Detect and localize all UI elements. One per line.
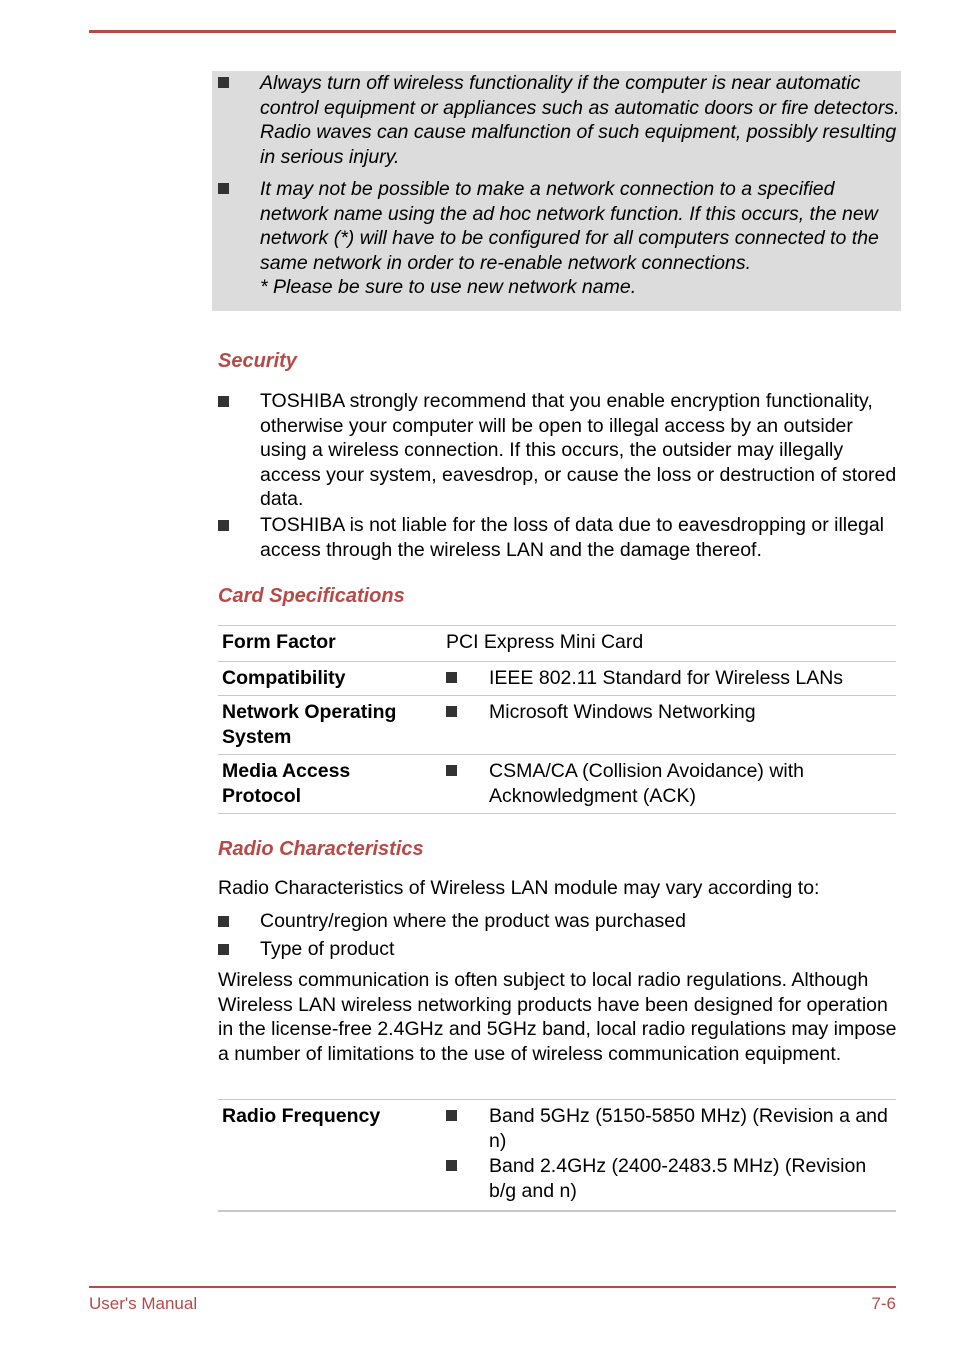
bullet-icon: [446, 1110, 457, 1121]
table-row: [218, 1100, 896, 1212]
page-number: 7-6: [871, 1294, 896, 1313]
list-item: [218, 389, 898, 513]
bullet-icon: [446, 1160, 457, 1171]
list-item-text: TOSHIBA is not liable for the loss of data due to eavesdropping or illegal access through the wireless LAN and the damage thereof.: [260, 514, 885, 561]
note-footnote-text: * Please be sure to use new network name.: [260, 276, 637, 298]
row-value: PCI Express Mini Card: [446, 631, 644, 653]
bullet-icon: [218, 77, 229, 88]
note-box: [212, 71, 901, 311]
footer-manual-title: User's Manual: [89, 1294, 198, 1313]
radio-paragraph: Wireless communication is often subject to local radio regulations. Although Wireless LAN wireless networking products have been designed for operation in the license-free 2.4GHz and 5GHz band, local radio regulations may impose a number of limitations to the use of wireless communication equipment.: [218, 969, 897, 1065]
card-specs-heading: Card Specifications: [218, 585, 405, 607]
row-label: Form Factor: [222, 631, 336, 653]
row-value: Band 5GHz (5150-5850 MHz) (Revision a and n): [489, 1105, 888, 1152]
note-text: Always turn off wireless functionality if the computer is near automatic control equipment or appliances such as automatic doors or fire detectors. Radio waves can cause malfunction of such equipment, possibly resulting in serious injury.: [260, 72, 900, 168]
table-row: [218, 696, 896, 755]
list-item-text: Country/region where the product was purchased: [260, 910, 686, 932]
radio-frequency-table: [218, 1099, 896, 1212]
card-specs-table: [218, 625, 896, 814]
table-row: [218, 755, 896, 814]
list-item: [218, 937, 898, 962]
bullet-icon: [218, 916, 229, 927]
list-item: [218, 909, 898, 937]
bullet-icon: [218, 183, 229, 194]
table-row: [218, 626, 896, 662]
bullet-icon: [446, 672, 457, 683]
header-rule: [89, 30, 896, 33]
row-label: Network Operating System: [222, 701, 397, 748]
bullet-icon: [446, 706, 457, 717]
security-heading: Security: [218, 350, 297, 372]
bullet-icon: [218, 396, 229, 407]
bullet-icon: [218, 944, 229, 955]
bullet-icon: [446, 765, 457, 776]
table-row: [218, 662, 896, 696]
security-list: [218, 389, 898, 562]
radio-list: [218, 909, 898, 962]
footer-rule: [89, 1286, 896, 1288]
radio-heading: Radio Characteristics: [218, 838, 424, 860]
radio-intro: Radio Characteristics of Wireless LAN module may vary according to:: [218, 877, 820, 899]
list-item-text: Type of product: [260, 938, 395, 960]
row-value: IEEE 802.11 Standard for Wireless LANs: [489, 667, 844, 689]
note-text: It may not be possible to make a network connection to a specified network name using the ad hoc network function. If this occurs, the new network (*) will have to be configured for all computers connected to the same network in order to re-enable network connections.: [260, 178, 879, 274]
row-label: Radio Frequency: [222, 1105, 381, 1127]
bullet-icon: [218, 520, 229, 531]
row-value: Band 2.4GHz (2400-2483.5 MHz) (Revision b/g and n): [489, 1155, 867, 1202]
row-value: Microsoft Windows Networking: [489, 701, 756, 723]
row-label: Compatibility: [222, 667, 346, 689]
list-item: [218, 513, 898, 562]
row-label: Media Access Protocol: [222, 760, 351, 807]
list-item-text: TOSHIBA strongly recommend that you enable encryption functionality, otherwise your computer will be open to illegal access by an outsider using a wireless connection. If this occurs, the outsider may illegally access your system, eavesdrop, or cause the loss or destruction of stored data.: [260, 390, 897, 510]
row-value: CSMA/CA (Collision Avoidance) with Acknowledgment (ACK): [489, 760, 805, 807]
